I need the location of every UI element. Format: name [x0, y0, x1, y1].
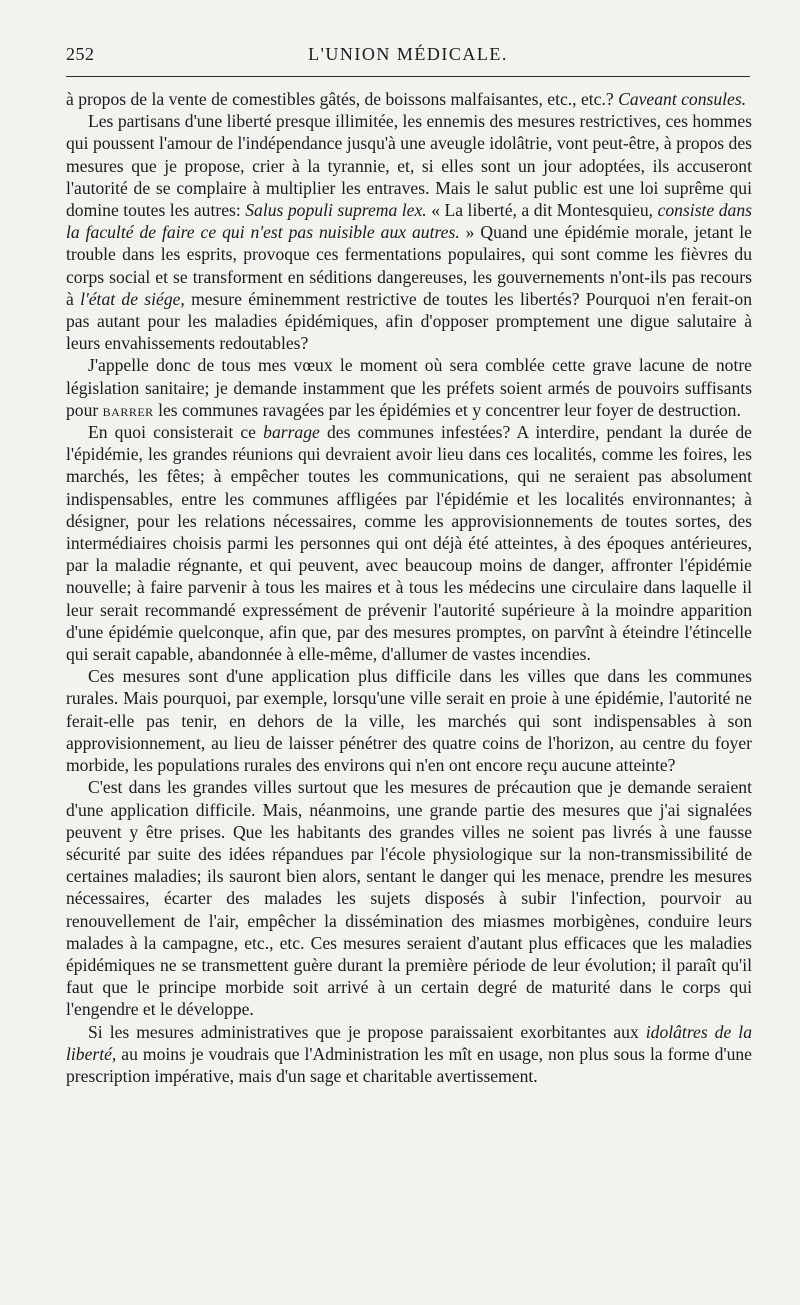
paragraph: [66, 88, 752, 110]
text-run: Si les mesures administratives que je propose paraissaient exorbitantes aux: [88, 1021, 646, 1042]
text-run: J'appelle donc de tous mes vœux le moment où sera comblée cette grave lacune de notre législation sanitaire; je demande instamment que les préfets soient armés de pouvoirs suffisants pour: [66, 355, 752, 420]
paragraph: [66, 354, 752, 421]
text-run: à propos de la vente de comestibles gâtés, de boissons malfaisantes, etc., etc.?: [66, 89, 619, 109]
running-header: [66, 44, 750, 72]
italic-text: barrage: [263, 422, 320, 443]
italic-text: idolâtres de la liberté,: [66, 1021, 752, 1064]
paragraph: [66, 110, 752, 354]
text-run: « La liberté, a dit Montesquieu,: [426, 200, 658, 221]
italic-text: l'état de siége,: [80, 288, 185, 309]
paragraph: [66, 776, 752, 1020]
text-run: mesure éminemment restrictive de toutes les libertés? Pourquoi n'en ferait-on pas autant pour les maladies épidémiques, afin d'opposer promptement une digue salutaire à leurs envahissements redoutables?: [66, 288, 753, 354]
text-run: Les partisans d'une liberté presque illimitée, les ennemis des mesures restrictives, ces hommes qui poussent l'amour de l'indépendance jusqu'à une aveugle idolâtrie, vont peut-être, à propos des mesures que je propose, crier à la tyrannie, et, si elles sont un jour adoptées, ils accuseront l'autorité de se complaire à multiplier les entraves. Mais le salut public est une loi suprême qui domine toutes les autres:: [66, 111, 752, 221]
text-run: les communes ravagées par les épidémies et y concentrer leur foyer de destruction.: [153, 399, 741, 420]
page-number: 252: [66, 44, 95, 64]
smallcaps-text: barrer: [102, 399, 154, 420]
paragraph: [66, 665, 752, 776]
paragraph: [66, 1021, 752, 1088]
text-run: » Quand une épidémie morale, jetant le trouble dans les esprits, provoque ces fermentations populaires, qui sont comme les fièvres du corps social et se transforment en séditions dangereuses, les gouvernements n'ont-ils pas recours à: [66, 222, 752, 309]
text-run: des communes infestées? A interdire, pendant la durée de l'épidémie, les grandes réunions qui devraient avoir lieu dans ces localités, comme les foires, les marchés, les fêtes; à empêcher toutes les communications, qui ne seraient pas absolument indispensables, entre les communes affligées par l'épidémie et les localités environnantes; à désigner, pour les relations nécessaires, comme les approvisionnements de toutes sortes, des intermédiaires choisis parmi les personnes qui ont déjà été atteintes, à des époques antérieures, par la maladie régnante, et qui peuvent, avec beaucoup moins de danger, affronter l'épidémie nouvelle; à faire parvenir à tous les maires et à tous les médecins une circulaire dans laquelle il leur serait recommandé expressément de prévenir l'autorité supérieure à la moindre apparition d'une épidémie quelconque, afin que, par des mesures promptes, on parvînt à éteindre l'étincelle qui serait capable, abandonnée à elle-même, d'allumer de vastes incendies.: [66, 422, 752, 665]
body-text: [66, 88, 752, 1087]
italic-text: Caveant consules.: [618, 89, 747, 109]
header-rule: [66, 76, 750, 77]
italic-text: consiste dans la faculté de faire ce qui n'est pas nuisible aux autres.: [66, 200, 752, 243]
text-run: au moins je voudrais que l'Administration les mît en usage, non plus sous la forme d'une prescription impérative, mais d'un sage et charitable avertissement.: [66, 1043, 752, 1086]
italic-text: Salus populi suprema lex.: [245, 200, 427, 221]
journal-title: L'UNION MÉDICALE.: [308, 44, 508, 64]
text-run: C'est dans les grandes villes surtout que les mesures de précaution que je demande seraient d'une application difficile. Mais, néanmoins, une grande partie des mesures que j'ai signalées peuvent y être prises. Que les habitants des grandes villes ne soient pas livrés à une fausse sécurité par suite des idées répandues par l'école physiologique sur la non-transmissibilité de certaines maladies; ils sauront bien alors, sentant le danger qui les menace, prendre les mesures nécessaires, écarter des malades les sujets disposés à subir l'infection, pourvoir au renouvellement de l'air, empêcher la dissémination des miasmes morbigènes, conduire leurs malades à la campagne, etc., etc. Ces mesures seraient d'autant plus efficaces que les maladies épidémiques ne se transmettent guère durant la première période de leur évolution; il paraît qu'il faut que le principe morbide soit arrivé à un certain degré de maturité dans le corps qui l'engendre et le développe.: [66, 777, 752, 1020]
text-run: En quoi consisterait ce: [88, 422, 264, 443]
text-run: Ces mesures sont d'une application plus difficile dans les villes que dans les communes rurales. Mais pourquoi, par exemple, lorsqu'une ville serait en proie à une épidémie, l'autorité ne ferait-elle pas tenir, en dehors de la ville, les marchés qui sont indispensables à son approvisionnement, au lieu de laisser pénétrer des quatre coins de l'horizon, au centre du foyer morbide, les populations rurales des environs qui n'en ont encore reçu aucune atteinte?: [66, 666, 752, 776]
paragraph: [66, 421, 752, 665]
